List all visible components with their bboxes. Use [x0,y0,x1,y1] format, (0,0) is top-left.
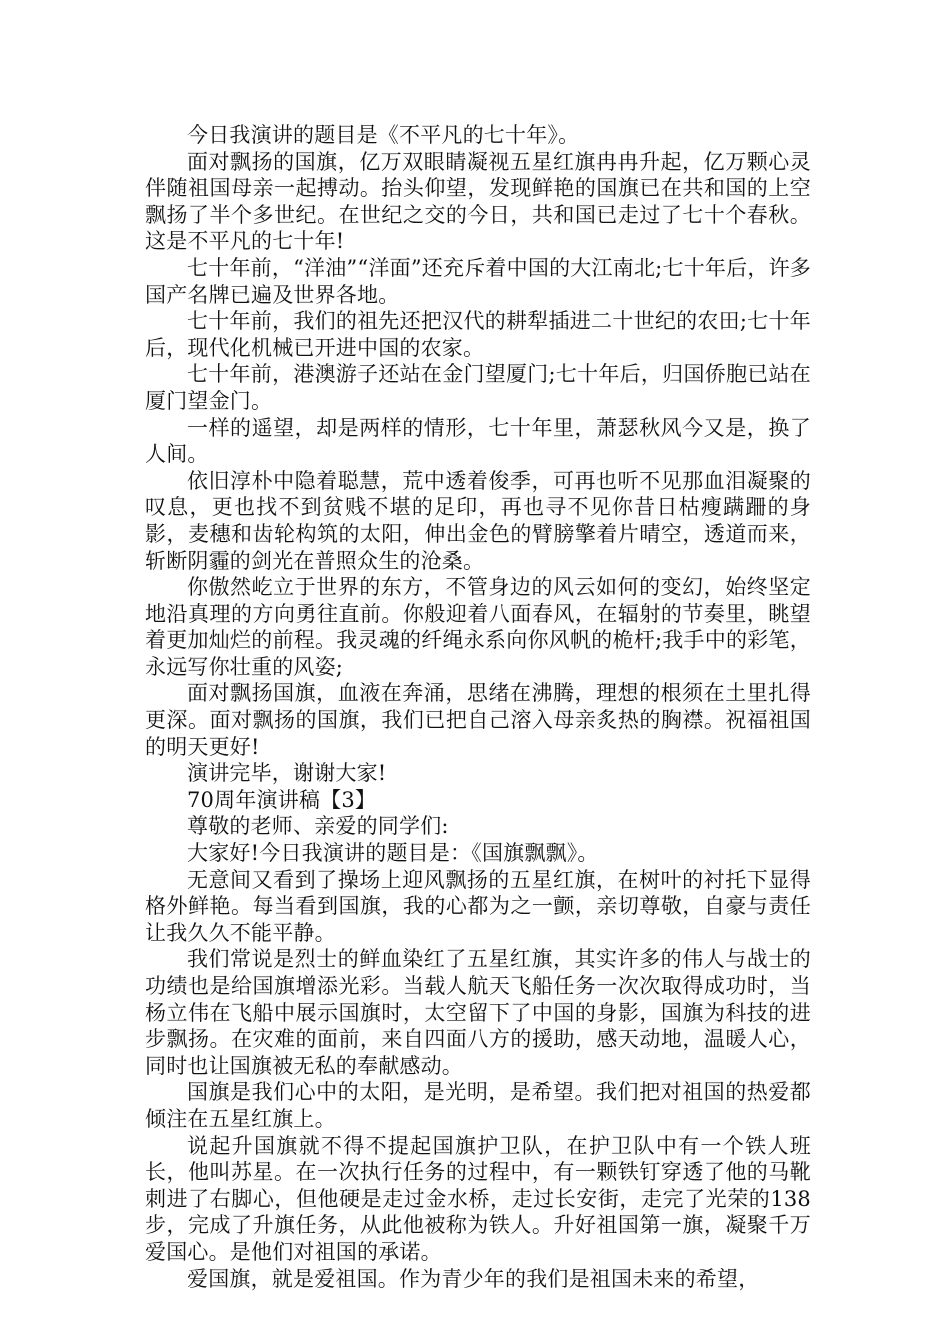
paragraph: 国旗是我们心中的太阳，是光明，是希望。我们把对祖国的热爱都倾注在五星红旗上。 [145,1080,811,1131]
paragraph: 七十年前，我们的祖先还把汉代的耕犁插进二十世纪的农田;七十年后，现代化机械已开进中国的农家。 [145,309,811,360]
paragraph: 你傲然屹立于世界的东方，不管身边的风云如何的变幻，始终坚定地沿真理的方向勇往直前。你般迎着八面春风，在辐射的节奏里，眺望着更加灿烂的前程。我灵魂的纤绳永系向你风帆的桅杆;我手中的彩笔，永远写你壮重的风姿; [145,575,811,679]
paragraph: 爱国旗，就是爱祖国。作为青少年的我们是祖国未来的希望， [187,1266,760,1291]
salutation: 尊敬的老师、亲爱的同学们: [187,814,449,839]
paragraph: 一样的遥望，却是两样的情形，七十年里，萧瑟秋风今又是，换了人间。 [145,415,811,467]
paragraph: 演讲完毕，谢谢大家! [187,761,387,786]
section-heading: 70周年演讲稿【3】 [187,787,377,812]
document-body [145,122,811,1292]
paragraph: 今日我演讲的题目是《不平凡的七十年》。 [187,123,580,147]
paragraph: 七十年前，港澳游子还站在金门望厦门;七十年后，归国侨胞已站在厦门望金门。 [145,362,811,413]
paragraph: 依旧淳朴中隐着聪慧，荒中透着俊季，可再也听不见那血泪凝聚的叹息，更也找不到贫贱不堪的足印，再也寻不见你昔日枯瘦蹒跚的身影，麦穗和齿轮构筑的太阳，伸出金色的臂膀擎着片晴空，透道而来，斩断阴霾的剑光在普照众生的沧桑。 [145,468,811,573]
paragraph: 大家好!今日我演讲的题目是：《国旗飘飘》。 [187,841,599,866]
paragraph: 我们常说是烈士的鲜血染红了五星红旗，其实许多的伟人与战士的功绩也是给国旗增添光彩。当载人航天飞船任务一次次取得成功时，当杨立伟在飞船中展示国旗时，太空留下了中国的身影，国旗为科技的进步飘扬。在灾难的面前，来自四面八方的援助，感天动地，温暖人心，同时也让国旗被无私的奉献感动。 [145,947,811,1078]
paragraph: 七十年前，“洋油”“洋面”还充斥着中国的大江南北;七十年后，许多国产名牌已遍及世界各地。 [145,255,811,307]
paragraph: 面对飘扬的国旗，亿万双眼睛凝视五星红旗冉冉升起，亿万颗心灵伴随祖国母亲一起搏动。抬头仰望，发现鲜艳的国旗已在共和国的上空飘扬了半个多世纪。在世纪之交的今日，共和国已走过了七十个春秋。这是不平凡的七十年! [145,149,811,254]
paragraph: 无意间又看到了操场上迎风飘扬的五星红旗，在树叶的衬托下显得格外鲜艳。每当看到国旗，我的心都为之一颤，亲切尊敬，自豪与责任让我久久不能平静。 [145,867,811,945]
paragraph: 面对飘扬国旗，血液在奔涌，思绪在沸腾，理想的根须在土里扎得更深。面对飘扬的国旗，我们已把自己溶入母亲炙热的胸襟。祝福祖国的明天更好! [145,681,811,759]
paragraph: 说起升国旗就不得不提起国旗护卫队，在护卫队中有一个铁人班长，他叫苏星。在一次执行任务的过程中，有一颗铁钉穿透了他的马靴刺进了右脚心，但他硬是走过金水桥，走过长安街，走完了光荣的138步，完成了升旗任务，从此他被称为铁人。升好祖国第一旗，凝聚千万爱国心。是他们对祖国的承诺。 [145,1133,811,1264]
